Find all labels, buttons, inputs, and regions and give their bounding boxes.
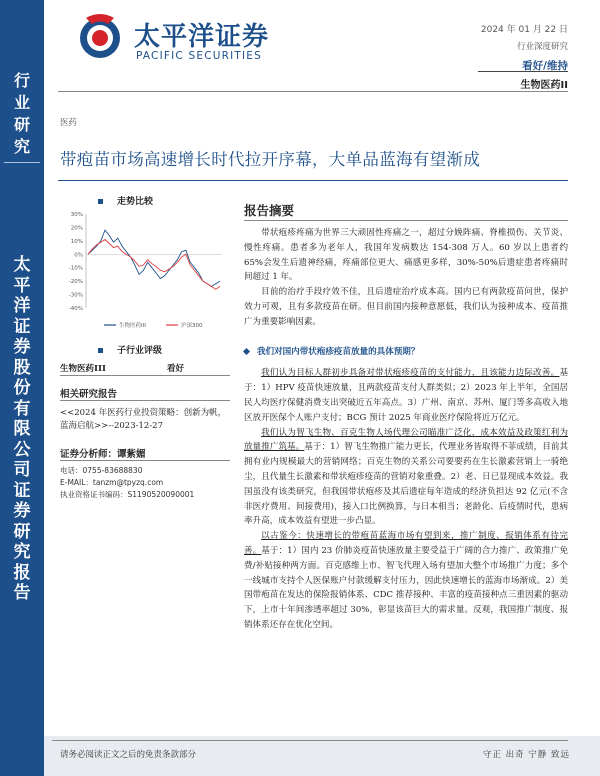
key-point: 我们认为目标人群初步具备对带状疱疹疫苗的支付能力，且该能力边际改善。 xyxy=(261,368,560,379)
company-char: 公 xyxy=(13,439,31,460)
y-tick-label: -10% xyxy=(68,265,83,272)
square-bullet-icon xyxy=(98,199,103,204)
logo-text-cn: 太平洋证券 xyxy=(134,22,270,52)
analyst-info xyxy=(60,465,194,501)
company-char: 证 xyxy=(13,480,31,501)
y-tick-label: -20% xyxy=(68,279,83,286)
company-char: 股 xyxy=(13,357,31,378)
key-question-text: 我们对国内带状疱疹疫苗放量的具体预期？ xyxy=(257,346,420,357)
abstract-paragraph: 带状疱疹疼痛为世界三大顽固性疼痛之一，超过分娩阵痛、脊椎损伤、关节炎、慢性疼痛。患者多为老年人，我国年发病数达 154-308 万人。60 岁以上患者约 65%会发生后遗神经痛，疼痛部位更大、痛感更多样，30%-50%后遗症患者疼痛时间超过 1 年。 xyxy=(244,228,568,283)
analyst-heading: 证券分析师：谭紫媚 xyxy=(60,449,146,460)
company-logo xyxy=(78,12,278,72)
company-char: 告 xyxy=(13,583,31,603)
company-char: 太 xyxy=(13,255,31,275)
series-line xyxy=(88,240,220,290)
y-tick-label: 30% xyxy=(70,212,83,218)
company-char: 究 xyxy=(13,542,31,562)
legend-label: 生物医药III xyxy=(119,323,146,329)
abstract-body xyxy=(244,226,568,633)
square-bullet-icon xyxy=(98,348,103,353)
analyst-email[interactable]: E-MAIL：tanzm@tpyzq.com xyxy=(60,478,164,487)
sidebar-char: 究 xyxy=(13,137,30,156)
company-char: 报 xyxy=(13,562,31,583)
trend-chart-heading xyxy=(98,194,153,207)
header-divider xyxy=(478,71,568,72)
footer-rule xyxy=(52,740,568,741)
report-type: 行业深度研究 xyxy=(516,42,568,52)
trend-chart xyxy=(60,208,228,336)
analyst-cert: 执业资格证书编码：S1190520090001 xyxy=(60,490,195,499)
doc-category: 医药 xyxy=(60,118,78,128)
company-motto: 守正 出奇 宁静 致远 xyxy=(482,750,570,760)
abstract-paragraph xyxy=(244,426,568,530)
y-tick-label: -40% xyxy=(68,306,83,312)
company-char: 洋 xyxy=(13,296,31,316)
company-char: 券 xyxy=(13,501,31,521)
sub-rating-rule xyxy=(60,375,230,376)
sub-rating-row xyxy=(60,362,228,374)
y-tick-label: 0% xyxy=(74,252,83,259)
y-tick-label: 10% xyxy=(70,238,83,245)
sidebar-divider xyxy=(4,162,40,163)
sidebar-char: 研 xyxy=(13,115,30,134)
related-rule xyxy=(60,400,230,401)
related-report-link[interactable]: <<2024 年医药行业投资策略：创新为帆，蓝海启航>>--2023-12-27 xyxy=(60,408,227,431)
abstract-heading: 报告摘要 xyxy=(244,203,295,218)
company-char: 司 xyxy=(13,460,31,480)
header-meta xyxy=(481,22,568,73)
trend-chart-label: 走势比较 xyxy=(117,197,154,207)
disclaimer-note: 请务必阅读正文之后的免责条款部分 xyxy=(60,750,197,760)
company-char: 有 xyxy=(13,398,31,419)
report-category-vertical xyxy=(0,70,44,158)
company-name-vertical xyxy=(0,255,44,604)
abstract-rule xyxy=(244,220,568,221)
sidebar-char: 业 xyxy=(13,93,30,112)
key-point: 我们认为智飞生物、百克生物人场代理公司瞄准广泛化，成本效益及政策红利为放量推广筑基。 xyxy=(244,427,568,453)
analyst-rule xyxy=(60,460,230,461)
abstract-paragraph xyxy=(244,529,568,633)
company-char: 证 xyxy=(13,316,31,337)
key-point: 以古鉴今：快速增长的带疱苗蓝海市场有望到来，推广制度、报销体系有待完善。 xyxy=(244,531,568,556)
page-title: 带疱苗市场高速增长时代拉开序幕，大单品蓝海有望渐成 xyxy=(60,150,480,169)
company-char: 平 xyxy=(13,275,31,296)
company-char: 限 xyxy=(13,419,31,439)
trend-chart-svg xyxy=(60,208,228,336)
company-char: 份 xyxy=(13,378,31,398)
key-point-detail: 基于：1）国内 23 价肺炎疫苗快速放量主要受益于广阔的合力推广、政策推广免费/补贴接种两方面。百克感维上市、智飞代理入场有望加大整个市场推广力度；多个一线城市支持个人医保账户付款缓解支付压力，因此快速增长的蓝海市场渐成。2）美国带疱苗在发达的保险报销体系、CDC 推荐接种、丰富的疫苗接种点三重因素的驱动下，上市十年间渗透率超过 30%，彰显该苗巨大的需求量。反观，我国推广制度、报销体系还存在优化空间。 xyxy=(244,545,568,630)
title-rule xyxy=(58,180,568,181)
y-tick-label: 20% xyxy=(70,225,83,232)
logo-mark-icon xyxy=(78,12,122,64)
analyst-phone: 电话：0755-83688830 xyxy=(60,466,143,475)
key-point-detail: 基于：1）智飞生物推广能力更长，代理业务皆取得不菲成绩，目前其拥有业内规模最大的营销网络；百克生物的关系公司要要药在生长激素营销上一骑绝尘，且代量生长激素和带状疱疹疫苗的营销对象重叠。2）老、日已显现成本效益。我国虽没有该类研究，但我国带状疱疹及其后遗症每年造成的经济负担达 92 亿元(不含非医疗费用、间接费用)，接入口比例换算，与日本相当；老龄化、后疫情时代，患病率升高，成本效益有望进一步凸显。 xyxy=(244,442,569,527)
abstract-paragraph xyxy=(244,366,568,425)
industry-rating: 看好/维持 xyxy=(522,60,568,72)
key-point-detail: 基于：1）HPV 疫苗快速放量，且两款疫苗支付人群类似；2）2023 年上半年，全国居民人均医疗保健消费支出突破近五年高点。3）广州、南京、苏州、厦门等多高收入地区放开医保个人账户支付；BCG 预计 2025 年商业医疗保险将近万亿元。 xyxy=(244,368,568,423)
report-date: 2024 年 01 月 22 日 xyxy=(480,25,568,35)
sub-rating-heading xyxy=(98,343,162,356)
sidebar-char: 行 xyxy=(13,71,30,90)
sub-rating-label: 子行业评级 xyxy=(117,346,163,356)
sub-industry-rating: 看好 xyxy=(167,364,185,374)
left-sidebar xyxy=(0,0,44,776)
company-char: 研 xyxy=(13,521,31,542)
y-tick-label: -30% xyxy=(68,292,83,299)
header-rule xyxy=(58,91,568,92)
industry-name: 生物医药II xyxy=(520,80,568,91)
company-char: 券 xyxy=(13,337,31,357)
sub-industry-name: 生物医药III xyxy=(60,364,106,374)
abstract-paragraph: 目前的治疗手段疗效不佳，且后遗症治疗成本高。国内已有两款疫苗问世，保护效力可观，且有多款疫苗在研。但目前国内接种意愿低，我们认为接种成本、疫苗推广为重要影响因素。 xyxy=(244,287,568,327)
legend-label: 沪深300 xyxy=(181,323,203,329)
logo-text-en: PACIFIC SECURITIES xyxy=(136,50,263,62)
diamond-bullet-icon xyxy=(243,348,250,355)
related-reports-heading: 相关研究报告 xyxy=(60,389,118,400)
key-question xyxy=(244,345,568,360)
